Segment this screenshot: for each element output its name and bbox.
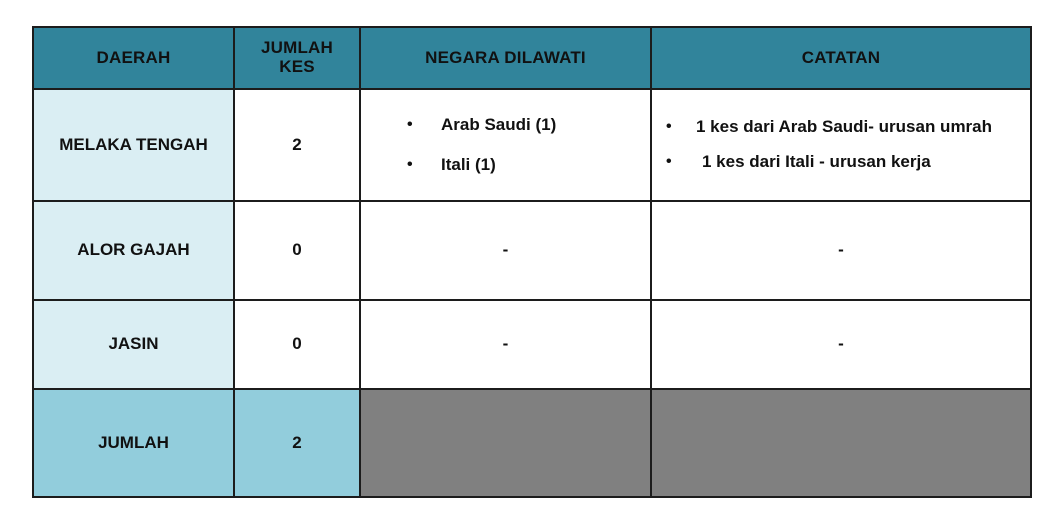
district-name: JASIN xyxy=(33,300,234,389)
district-cases-table xyxy=(32,26,1032,498)
notes-cell: - xyxy=(651,201,1031,300)
country-text: Itali (1) xyxy=(441,154,496,174)
header-jumlah-kes xyxy=(234,27,360,89)
case-count: 2 xyxy=(234,89,360,201)
countries-visited-cell: - xyxy=(360,201,651,300)
note-text: 1 kes dari Arab Saudi- urusan umrah xyxy=(696,117,993,137)
notes-cell xyxy=(651,89,1031,201)
table-header-row xyxy=(33,27,1031,89)
header-jumlah-line2: KES xyxy=(279,57,315,76)
total-row xyxy=(33,389,1031,497)
case-count: 0 xyxy=(234,300,360,389)
header-negara-dilawati: NEGARA DILAWATI xyxy=(360,27,651,89)
list-item xyxy=(361,116,650,135)
countries-visited-cell xyxy=(360,89,651,201)
total-empty-cell xyxy=(360,389,651,497)
bullet-dot-icon: • xyxy=(407,115,413,133)
total-empty-cell xyxy=(651,389,1031,497)
country-text: Arab Saudi (1) xyxy=(441,114,557,134)
table-row xyxy=(33,201,1031,300)
notes-cell: - xyxy=(651,300,1031,389)
total-label: JUMLAH xyxy=(33,389,234,497)
table-row xyxy=(33,89,1031,201)
notes-list xyxy=(652,118,1030,171)
header-catatan: CATATAN xyxy=(651,27,1031,89)
bullet-dot-icon: • xyxy=(407,155,413,173)
header-daerah: DAERAH xyxy=(33,27,234,89)
case-count: 0 xyxy=(234,201,360,300)
table-row xyxy=(33,300,1031,389)
list-item xyxy=(652,153,1030,172)
countries-list xyxy=(361,116,650,174)
list-item xyxy=(652,118,1030,137)
bullet-dot-icon: • xyxy=(666,118,672,136)
bullet-dot-icon: • xyxy=(666,153,672,170)
list-item xyxy=(361,156,650,175)
header-jumlah-line1: JUMLAH xyxy=(260,38,334,58)
district-name: ALOR GAJAH xyxy=(33,201,234,300)
total-value: 2 xyxy=(234,389,360,497)
note-text: 1 kes dari Itali - urusan kerja xyxy=(702,152,931,171)
countries-visited-cell: - xyxy=(360,300,651,389)
district-name: MELAKA TENGAH xyxy=(33,89,234,201)
